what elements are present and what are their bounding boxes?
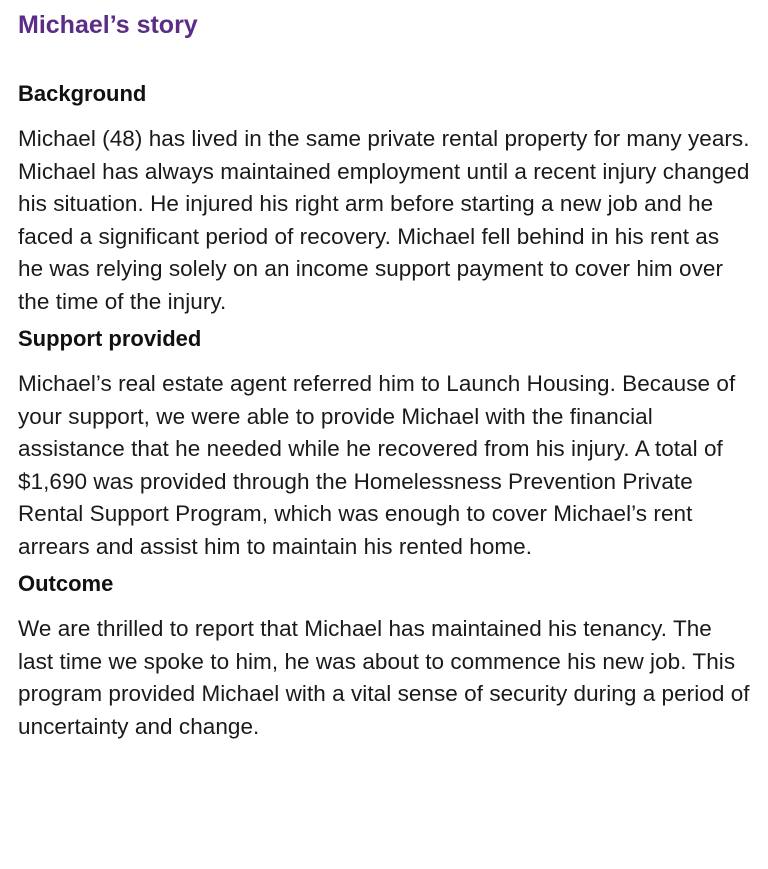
section-body-outcome: We are thrilled to report that Michael has maintained his tenancy. The last time we spoke to him, he was about to commence his new job. This program provided Michael with a vital sense of security during a period of uncertainty and change. <box>18 616 750 739</box>
section-heading-outcome: Outcome <box>18 571 114 596</box>
section-body-support-provided: Michael’s real estate agent referred him to Launch Housing. Because of your support, we were able to provide Michael with the financial assistance that he needed while he recovered from his injury. A total of $1,690 was provided through the Homelessness Prevention Private Rental Support Program, which was enough to cover Michael’s rent arrears and assist him to maintain his rented home. <box>18 371 736 559</box>
section-outcome <box>18 569 750 743</box>
section-heading-background: Background <box>18 81 147 106</box>
story-title: Michael’s story <box>18 11 198 39</box>
section-heading-support-provided: Support provided <box>18 326 202 351</box>
section-body-background: Michael (48) has lived in the same private rental property for many years. Michael has always maintained employment until a recent injury changed his situation. He injured his right arm before starting a new job and he faced a significant period of recovery. Michael fell behind in his rent as he was relying solely on an income support payment to cover him over the time of the injury. <box>18 126 750 314</box>
section-background <box>18 79 750 318</box>
section-support-provided <box>18 324 750 563</box>
